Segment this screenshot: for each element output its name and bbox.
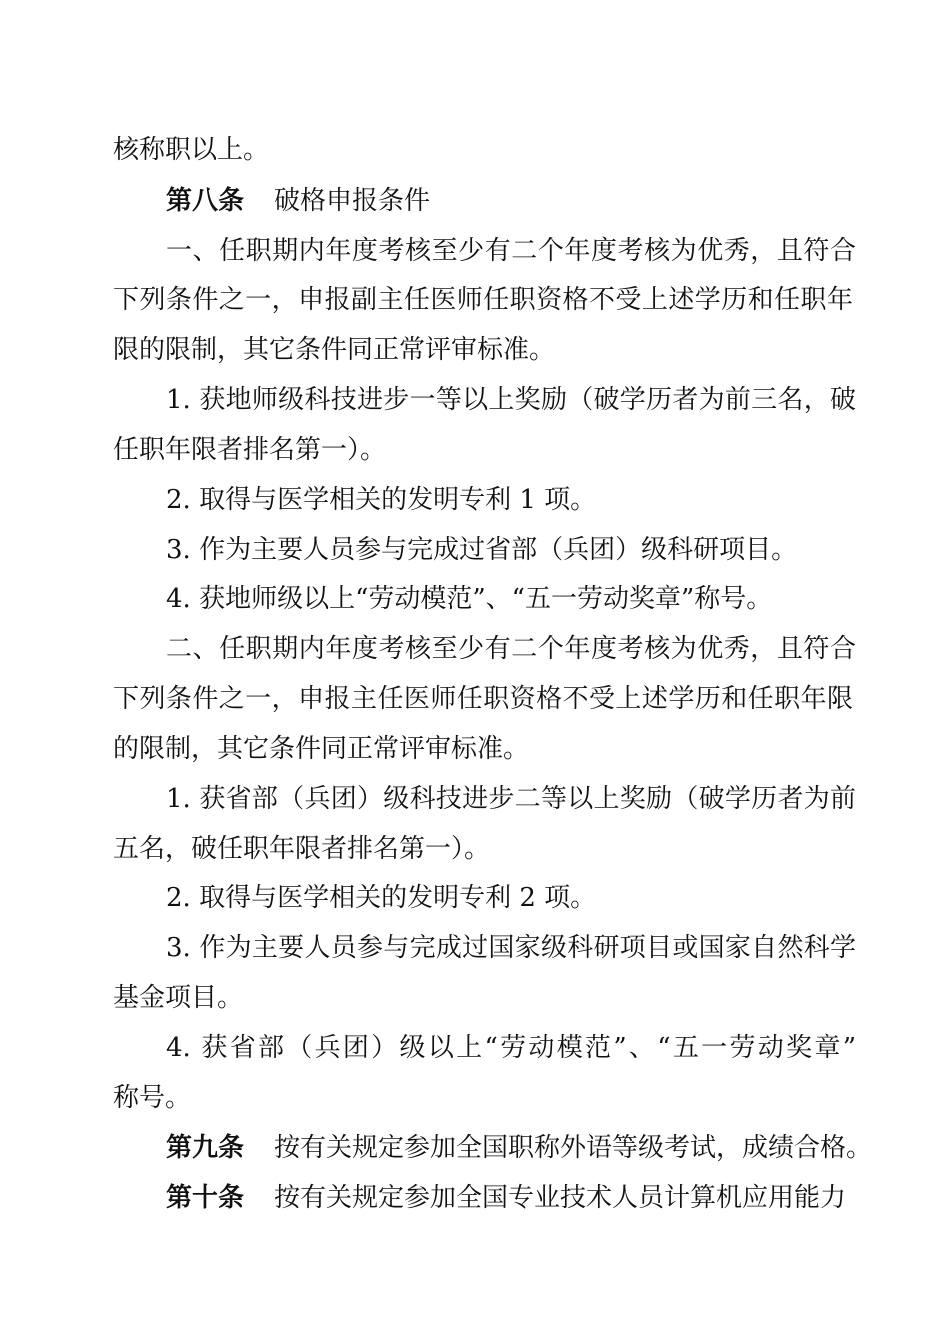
- article-number: 第九条: [166, 1133, 245, 1163]
- text-line: 称号。: [113, 1083, 192, 1113]
- text-line: 任职年限者排名第一）。: [113, 435, 387, 465]
- article-text: 按有关规定参加全国职称外语等级考试，成绩合格。: [274, 1133, 873, 1163]
- text-line: 3. 作为主要人员参与完成过国家级科研项目或国家自然科学: [166, 933, 856, 963]
- text-line: 4. 获地师级以上“劳动模范”、“五一劳动奖章”称号。: [166, 584, 773, 614]
- article-9: [166, 1130, 873, 1166]
- text-line: 1. 获省部（兵团）级科技进步二等以上奖励（破学历者为前: [166, 784, 856, 814]
- text-line: 2. 取得与医学相关的发明专利 1 项。: [166, 485, 597, 515]
- text-line: 下列条件之一，申报副主任医师任职资格不受上述学历和任职年: [113, 285, 853, 315]
- text-line: 2. 取得与医学相关的发明专利 2 项。: [166, 883, 597, 913]
- text-line: 3. 作为主要人员参与完成过省部（兵团）级科研项目。: [166, 535, 798, 565]
- article-text: 按有关规定参加全国专业技术人员计算机应用能力: [274, 1183, 847, 1213]
- text-line: 五名，破任职年限者排名第一）。: [113, 834, 491, 864]
- text-line: 下列条件之一，申报主任医师任职资格不受上述学历和任职年限: [113, 684, 853, 714]
- text-line: 一、任职期内年度考核至少有二个年度考核为优秀，且符合: [166, 236, 856, 266]
- text-line: 4. 获省部（兵团）级以上“劳动模范”、“五一劳动奖章”: [166, 1033, 856, 1063]
- text-line: 限的限制，其它条件同正常评审标准。: [113, 335, 556, 365]
- text-line: 的限制，其它条件同正常评审标准。: [113, 734, 530, 764]
- article-10: [166, 1180, 856, 1216]
- article-8-heading: [166, 183, 856, 219]
- text-line: 二、任职期内年度考核至少有二个年度考核为优秀，且符合: [166, 634, 856, 664]
- article-title: 破格申报条件: [274, 186, 431, 216]
- article-number: 第八条: [166, 186, 245, 216]
- text-line: 基金项目。: [113, 983, 244, 1013]
- text-line: 核称职以上。: [113, 135, 270, 165]
- text-line: 1. 获地师级科技进步一等以上奖励（破学历者为前三名，破: [166, 385, 856, 415]
- article-number: 第十条: [166, 1183, 245, 1213]
